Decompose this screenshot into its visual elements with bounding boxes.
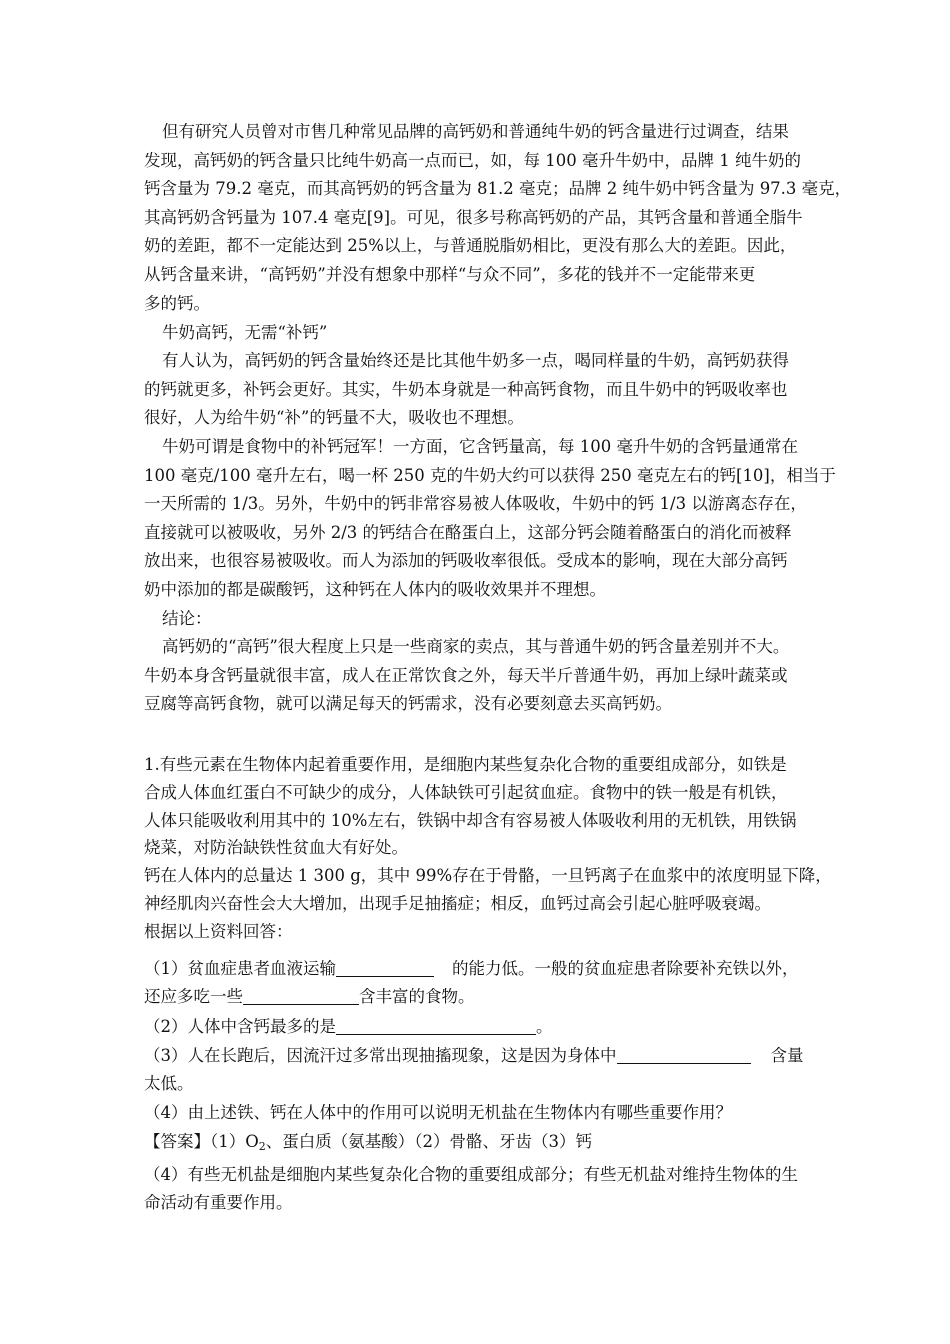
text-line: 烧菜，对防治缺铁性贫血大有好处。 (144, 838, 408, 858)
text-line: 很好，人为给牛奶“补”的钙量不大，吸收也不理想。 (144, 408, 524, 428)
text-line: 从钙含量来讲，“高钙奶”并没有想象中那样“与众不同”，多花的钱并不一定能带来更 (144, 264, 756, 284)
text-line: 牛奶可谓是食物中的补钙冠军！一方面，它含钙量高，每 100 毫升牛奶的含钙量通常在 (162, 437, 798, 456)
text-line (144, 1042, 812, 1070)
text-line: 高钙奶的“高钙”很大程度上只是一些商家的卖点，其与普通牛奶的钙含量差别并不大。 (162, 637, 790, 656)
answer-text: 、蛋白质（氨基酸）（2）骨骼、牙齿（3）钙 (265, 1132, 593, 1151)
question-2 (144, 1013, 812, 1041)
subscript: 2 (258, 1140, 266, 1153)
section-heading (144, 319, 812, 348)
answer-blank[interactable] (617, 1045, 751, 1064)
heading-text: 结论： (162, 609, 212, 628)
text-line (144, 983, 812, 1011)
answer-line (144, 1128, 812, 1156)
text-line: 根据以上资料回答： (144, 921, 293, 941)
text-line: 一天所需的 1/3。另外，牛奶中的钙非常容易被人体吸收，牛奶中的钙 1/3 以游离态存在， (144, 494, 807, 514)
text-line: 人体只能吸收利用其中的 10%左右，铁锅中却含有容易被人体吸收利用的无机铁，用铁锅 (144, 810, 797, 830)
text-line: （4）由上述铁、钙在人体中的作用可以说明无机盐在生物体内有哪些重要作用？ (144, 1103, 732, 1122)
text-line: （4）有些无机盐是细胞内某些复杂化合物的重要组成部分；有些无机盐对维持生物体的生 (144, 1165, 798, 1184)
text-line: 多的钙。 (144, 293, 210, 313)
paragraph-milk-calcium (144, 433, 836, 605)
text-line: 奶中添加的都是碳酸钙，这种钙在人体内的吸收效果并不理想。 (144, 579, 606, 599)
text-line: 牛奶本身含钙量就很丰富，成人在正常饮食之外，每天半斤普通牛奶，再加上绿叶蔬菜或 (144, 665, 788, 685)
question-4 (144, 1099, 812, 1127)
text-line: 豆腐等高钙食物，就可以满足每天的钙需求，没有必要刻意去买高钙奶。 (144, 694, 672, 714)
text-line: 的钙就更多，补钙会更好。其实，牛奶本身就是一种高钙食物，而且牛奶中的钙吸收率也 (144, 379, 788, 399)
answer-blank[interactable] (336, 1016, 536, 1035)
paragraph-conclusion (144, 633, 812, 719)
question-intro (144, 751, 832, 946)
text-line: 命活动有重要作用。 (144, 1192, 293, 1212)
text-line: 但有研究人员曾对市售几种常见品牌的高钙奶和普通纯牛奶的钙含量进行过调查，结果 (162, 122, 789, 141)
answer-text: （1）O (210, 1132, 259, 1151)
text-line: 奶的差距，都不一定能达到 25%以上，与普通脱脂奶相比，更没有那么大的差距。因此， (144, 236, 797, 256)
question-text: （1）贫血症患者血液运输 (144, 959, 336, 978)
text-line: 直接就可以被吸收，另外 2/3 的钙结合在酪蛋白上，这部分钙会随着酪蛋白的消化而被释 (144, 522, 792, 542)
question-text: （2）人体中含钙最多的是 (144, 1017, 336, 1036)
text-line: 神经肌肉兴奋性会大大增加，出现手足抽搐症；相反，血钙过高会引起心脏呼吸衰竭。 (144, 893, 771, 913)
question-3 (144, 1042, 812, 1098)
question-text: 含量 (770, 1046, 804, 1065)
text-line: 其高钙奶含钙量为 107.4 毫克[9]。可见，很多号称高钙奶的产品，其钙含量和普通全脂牛 (144, 207, 803, 227)
text-line: 太低。 (144, 1073, 194, 1093)
question-text: （3）人在长跑后，因流汗过多常出现抽搐现象，这是因为身体中 (144, 1046, 617, 1065)
answer-4 (144, 1161, 812, 1217)
text-line: 钙在人体内的总量达 1 300 g，其中 99%存在于骨骼，一旦钙离子在血浆中的浓度明显下降， (144, 866, 832, 886)
text-line: 100 毫克/100 毫升左右，喝一杯 250 克的牛奶大约可以获得 250 毫克左右的钙[10]，相当于 (144, 465, 836, 485)
text-line: 有人认为，高钙奶的钙含量始终还是比其他牛奶多一点，喝同样量的牛奶，高钙奶获得 (162, 351, 789, 370)
paragraph-survey (144, 118, 852, 318)
question-1 (144, 955, 812, 1011)
text-line (144, 955, 812, 983)
answer-blank[interactable] (336, 958, 434, 977)
conclusion-heading (144, 605, 812, 634)
text-line: 放出来，也很容易被吸收。而人为添加的钙吸收率很低。受成本的影响，现在大部分高钙 (144, 551, 788, 571)
question-text: 还应多吃一些 (144, 986, 243, 1006)
text-line: 合成人体血红蛋白不可缺少的成分，人体缺铁可引起贫血症。食物中的铁一般是有机铁， (144, 782, 788, 802)
question-text: 含丰富的食物。 (359, 986, 475, 1006)
question-text: 。 (536, 1017, 553, 1036)
paragraph-opinion (144, 347, 812, 433)
heading-text: 牛奶高钙，无需“补钙” (162, 323, 328, 342)
text-line: 发现，高钙奶的钙含量只比纯牛奶高一点而已，如，每 100 毫升牛奶中，品牌 1 纯牛奶的 (144, 150, 801, 170)
question-text: 的能力低。一般的贫血症患者除要补充铁以外， (452, 959, 799, 978)
text-line: 1.有些元素在生物体内起着重要作用，是细胞内某些复杂化合物的重要组成部分，如铁是 (144, 755, 787, 774)
text-line (144, 1013, 812, 1041)
text-line: 钙含量为 79.2 毫克，而其高钙奶的钙含量为 81.2 毫克；品牌 2 纯牛奶中钙含量为 97.3 毫克， (144, 179, 852, 199)
answer-blank[interactable] (243, 986, 359, 1005)
answer-section (144, 1128, 812, 1156)
answer-label: 【答案】 (144, 1132, 210, 1151)
